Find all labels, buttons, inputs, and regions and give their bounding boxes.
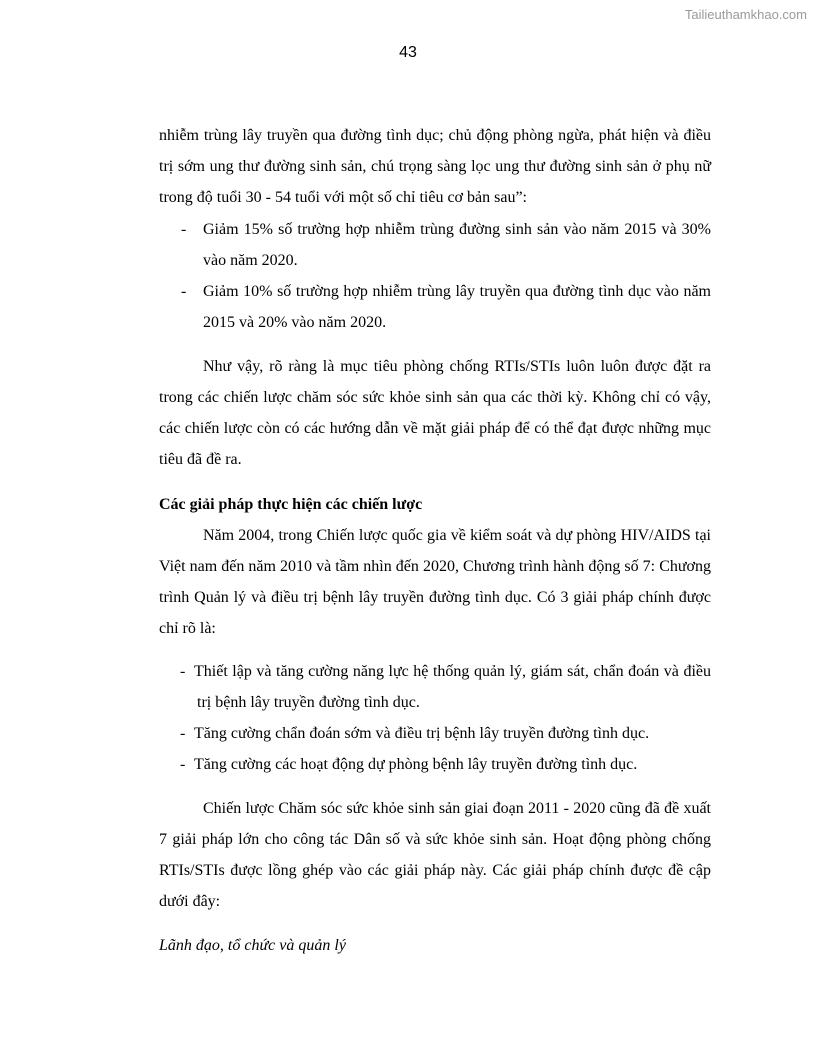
solution-list (159, 656, 711, 780)
list-item (159, 214, 711, 276)
paragraph-4: Chiến lược Chăm sóc sức khỏe sinh sản giai đoạn 2011 - 2020 cũng đã đề xuất 7 giải pháp lớn cho công tác Dân số và sức khỏe sinh sản. Hoạt động phòng chống RTIs/STIs được lồng ghép vào các giải pháp này. Các giải pháp chính được đề cập dưới đây: (159, 800, 711, 910)
document-body (159, 120, 711, 961)
paragraph-1: nhiễm trùng lây truyền qua đường tình dục; chủ động phòng ngừa, phát hiện và điều trị sớm ung thư đường sinh sản, chú trọng sàng lọc ung thư đường sinh sản ở phụ nữ trong độ tuổi 30 - 54 tuổi với một số chỉ tiêu cơ bản sau”: (159, 127, 711, 206)
watermark: Tailieuthamkhao.com (684, 7, 807, 22)
paragraph-3: Năm 2004, trong Chiến lược quốc gia về kiểm soát và dự phòng HIV/AIDS tại Việt nam đến năm 2010 và tầm nhìn đến 2020, Chương trình hành động số 7: Chương trình Quản lý và điều trị bệnh lây truyền đường tình dục. Có 3 giải pháp chính được chỉ rõ là: (159, 527, 711, 637)
list-item (159, 718, 711, 749)
target-list (159, 214, 711, 338)
list-item-text: Tăng cường các hoạt động dự phòng bệnh lây truyền đường tình dục. (194, 756, 638, 773)
list-item (159, 656, 711, 718)
page-number: 43 (399, 44, 417, 61)
list-dash: - (181, 221, 187, 238)
list-item (159, 276, 711, 338)
list-item-text: Tăng cường chẩn đoán sớm và điều trị bệnh lây truyền đường tình dục. (194, 725, 650, 742)
list-item-text: Giảm 10% số trường hợp nhiễm trùng lây truyền qua đường tình dục vào năm 2015 và 20% vào năm 2020. (203, 283, 711, 331)
list-item-text: Thiết lập và tăng cường năng lực hệ thống quản lý, giám sát, chẩn đoán và điều trị bệnh lây truyền đường tình dục. (194, 663, 711, 711)
list-dash: - (180, 725, 186, 742)
list-item-text: Giảm 15% số trường hợp nhiễm trùng đường sinh sản vào năm 2015 và 30% vào năm 2020. (203, 221, 711, 269)
list-dash: - (180, 663, 186, 680)
paragraph-2: Như vậy, rõ ràng là mục tiêu phòng chống RTIs/STIs luôn luôn được đặt ra trong các chiến lược chăm sóc sức khỏe sinh sản qua các thời kỳ. Không chỉ có vậy, các chiến lược còn có các hướng dẫn về mặt giải pháp để có thể đạt được những mục tiêu đã đề ra. (159, 358, 711, 468)
list-dash: - (180, 756, 186, 773)
list-item (159, 749, 711, 780)
section-heading: Các giải pháp thực hiện các chiến lược (159, 496, 423, 513)
list-dash: - (181, 283, 187, 300)
italic-subheading: Lãnh đạo, tổ chức và quản lý (159, 937, 346, 954)
